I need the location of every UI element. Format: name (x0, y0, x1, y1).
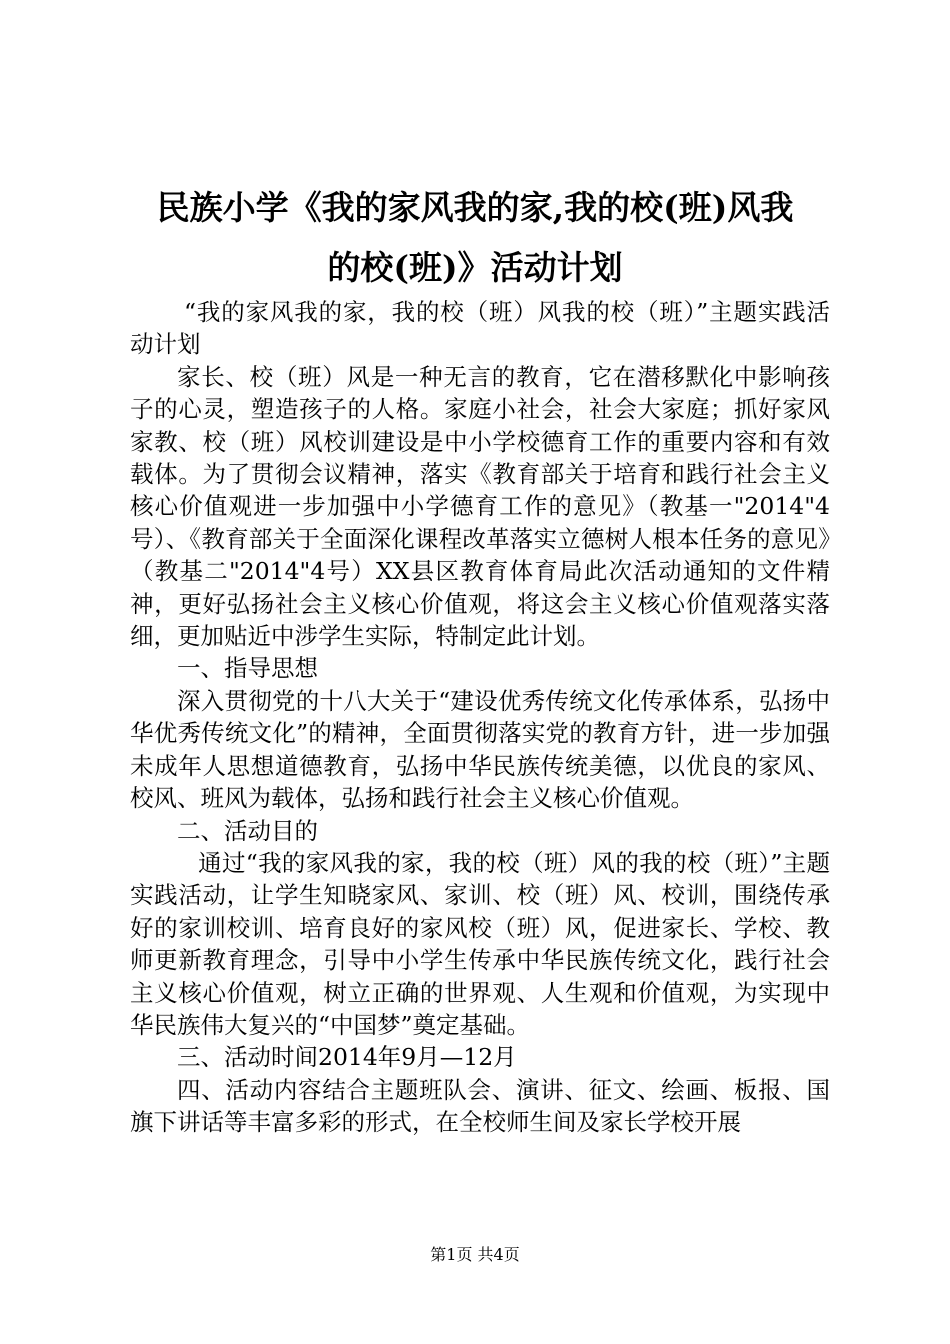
page-number-footer: 第1页 共4页 (430, 1245, 520, 1264)
paragraph-plan-heading: “我的家风我的家，我的校（班）风我的校（班）”主题实践活动计划 (130, 298, 830, 359)
document-body (130, 296, 830, 1139)
section-heading-activity-time: 三、活动时间2014年9月—12月 (177, 1043, 517, 1072)
document-title (100, 178, 850, 298)
title-line-1: 民族小学《我的家风我的家,我的校(班)风我 (156, 188, 794, 227)
section-heading-guiding-ideology: 一、指导思想 (177, 654, 318, 683)
paragraph-introduction: 家长、校（班）风是一种无言的教育，它在潜移默化中影响孩子的心灵，塑造孩子的人格。家庭小社会，社会大家庭；抓好家风家教、校（班）风校训建设是中小学校德育工作的重要内容和有效载体。为了贯彻会议精神，落实《教育部关于培育和践行社会主义核心价值观进一步加强中小学德育工作的意见》（教基一"2014"4号）、《教育部关于全面深化课程改革落实立德树人根本任务的意见》（教基二"2014"4号）XX县区教育体育局此次活动通知的文件精神，更好弘扬社会主义核心价值观，将这会主义核心价值观落实落细，更加贴近中涉学生实际，特制定此计划。 (130, 362, 830, 651)
title-line-2: 的校(班)》活动计划 (327, 248, 623, 287)
section-heading-activity-purpose: 二、活动目的 (177, 816, 318, 845)
paragraph-guiding-ideology: 深入贯彻党的十八大关于“建设优秀传统文化传承体系，弘扬中华优秀传统文化”的精神，全面贯彻落实党的教育方针，进一步加强未成年人思想道德教育，弘扬中华民族传统美德，以优良的家风、校风、班风为载体，弘扬和践行社会主义核心价值观。 (130, 686, 830, 813)
paragraph-activity-purpose: 通过“我的家风我的家，我的校（班）风的我的校（班）”主题实践活动，让学生知晓家风、家训、校（班）风、校训，围绕传承好的家训校训、培育良好的家风校（班）风，促进家长、学校、教师更新教育理念，引导中小学生传承中华民族传统文化，践行社会主义核心价值观，树立正确的世界观、人生观和价值观，为实现中华民族伟大复兴的“中国梦”奠定基础。 (130, 848, 830, 1039)
paragraph-activity-content: 四、活动内容结合主题班队会、演讲、征文、绘画、板报、国旗下讲话等丰富多彩的形式，在全校师生间及家长学校开展 (130, 1075, 830, 1137)
